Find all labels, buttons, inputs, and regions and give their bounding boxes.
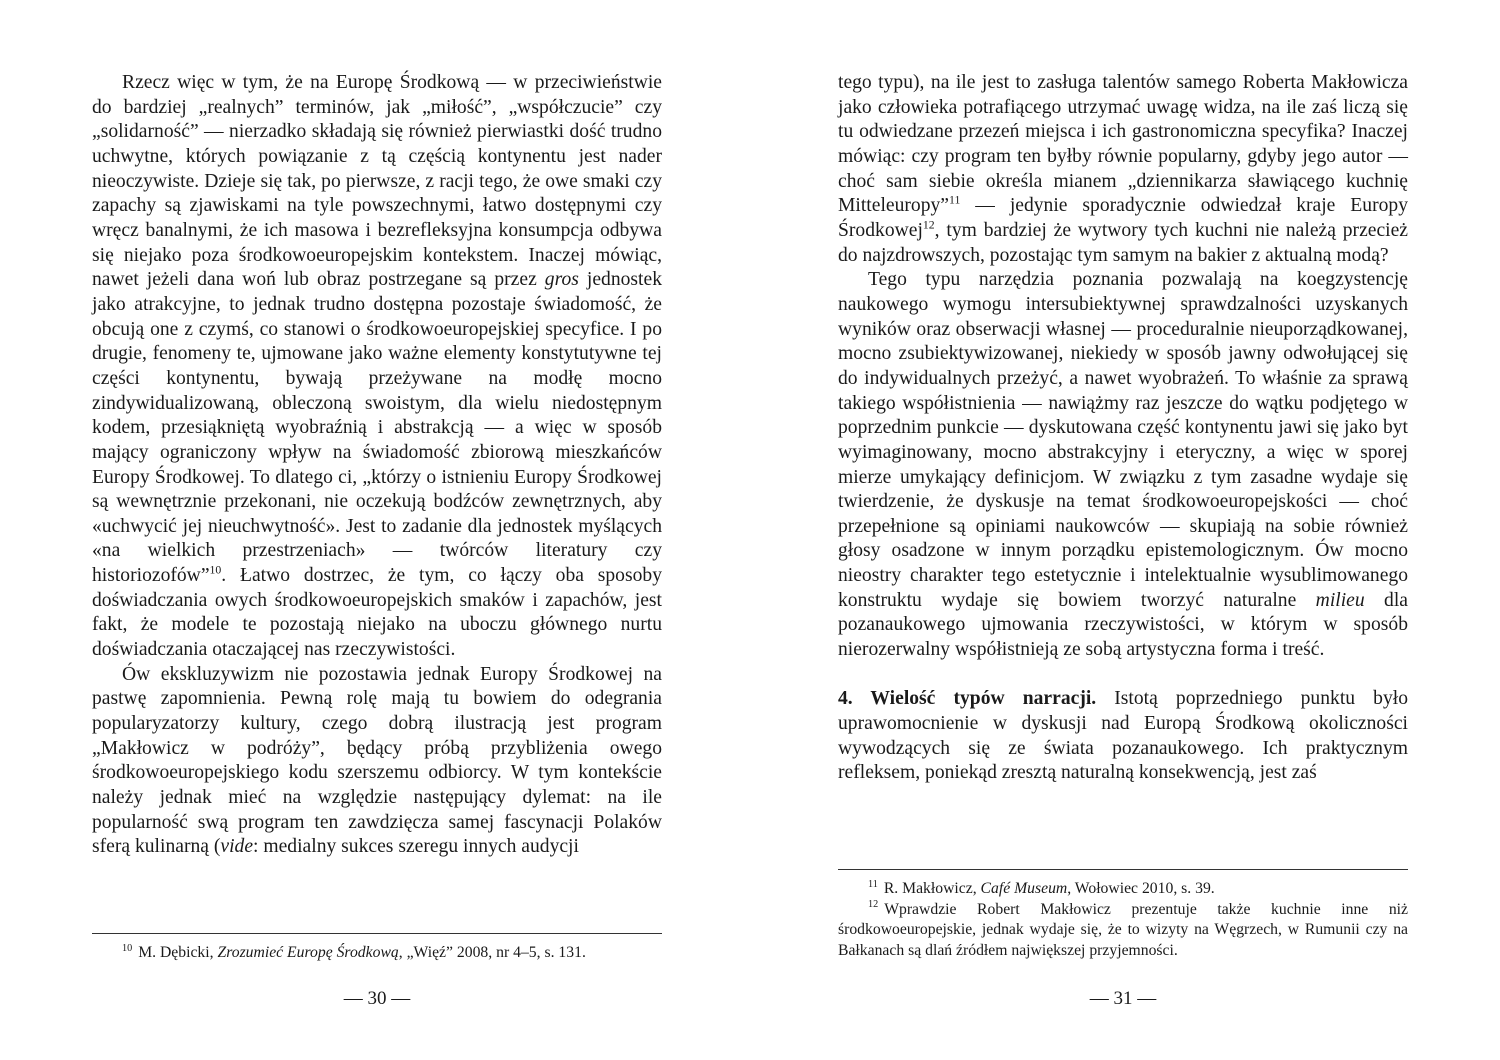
footnote-ref-11[interactable]: 11 bbox=[949, 193, 961, 207]
text-run: dla pozanaukowego ujmowania rzeczywistości, w którym w sposób nierozerwalny współistnieją ze sobą artystyczna forma i treść. bbox=[838, 589, 1408, 661]
footnote-ref-12[interactable]: 12 bbox=[922, 218, 935, 232]
footnote-11 bbox=[838, 879, 1408, 900]
page-30 bbox=[92, 0, 662, 1060]
text-run: , tym bardziej że wytwory tych kuchni nie należą przecież do najzdrowszych, pozostając tym samym na bakier z aktualną modą? bbox=[838, 219, 1408, 266]
text-run: R. Makłowicz, bbox=[883, 880, 981, 897]
text-run: tego typu), na ile jest to zasługa talentów samego Roberta Makłowicza jako człowieka potrafiącego utrzymać uwagę widza, na ile zaś liczą się tu odwiedzane przezeń miejsca i ich gastronomiczna specyfika? Inaczej mówiąc: czy program ten byłby równie popularny, gdyby jego autor — choć sam siebie określa mianem „dziennikarza sławiącego kuchnię Mitteleuropy” bbox=[838, 72, 1408, 217]
footnote-12 bbox=[838, 900, 1408, 962]
italic-term-gros: gros bbox=[544, 269, 579, 291]
footnote-title: Zrozumieć Europę Środkową bbox=[217, 944, 399, 961]
footnote-number: 10 bbox=[122, 942, 133, 954]
footnote-title: Café Museum bbox=[980, 880, 1068, 897]
footnotes-right bbox=[838, 879, 1408, 961]
text-run: Wprawdzie Robert Makłowicz prezentuje także kuchnie inne niż środkowoeuropejskie, jednak wydaje się, że to wizyty na Węgrzech, w Rumunii czy na Bałkanach są dlań źródłem największej przyjemności. bbox=[838, 900, 1408, 959]
text-run: jednostek jako atrakcyjne, to jednak trudno dostępna pozostaje świadomość, że obcują one z czymś, co stanowi o środkowoeuropejskiej specyfice. I po drugie, fenomeny te, ujmowane jako ważne elementy konstytutywne tej części kontynentu, bywają przeżywane na modłę mocno zindywidualizowaną, obleczoną swoistym, dla wielu niedostępnym kodem, przesiąkniętą wyobraźnią i abstrakcją — a więc w sposób mający ograniczony wpływ na świadomość zbiorową mieszkańców Europy Środkowej. To dlatego ci, „którzy o istnieniu Europy Środkowej są wewnętrznie przekonani, nie oczekują bodźców zewnętrznych, aby «uchwycić jej nieuchwytność». Jest to zadanie dla jednostek myślących «na wielkich przestrzeniach» — twórców literatury czy historiozofów” bbox=[92, 269, 662, 587]
section-heading: 4. Wielość typów narracji. bbox=[838, 688, 1097, 710]
footnote-number: 12 bbox=[868, 899, 879, 911]
main-text-right bbox=[838, 71, 1408, 786]
page-number: — 30 — bbox=[343, 988, 411, 1009]
paragraph-section-4 bbox=[838, 687, 1408, 786]
italic-term-vide: vide bbox=[220, 836, 254, 858]
paragraph-2 bbox=[838, 268, 1408, 663]
italic-term-milieu: milieu bbox=[1315, 589, 1365, 611]
paragraph-2 bbox=[92, 663, 662, 860]
text-run: , Wołowiec 2010, s. 39. bbox=[1067, 880, 1215, 897]
paragraph-continued bbox=[838, 71, 1408, 268]
text-run: — jedynie sporadycznie odwiedzał kraje Europy Środkowej bbox=[838, 195, 1408, 241]
text-run: M. Dębicki, bbox=[138, 944, 218, 961]
footnotes-left bbox=[92, 943, 662, 964]
text-run: Rzecz więc w tym, że na Europę Środkową — w przeciwieństwie do bardziej „realnych” terminów, jak „miłość”, „współczucie” czy „solidarność” — nierzadko składają się również pierwiastki dość trudno uchwytne, których powiązanie z tą częścią kontynentu jest nader nieoczywiste. Dzieje się tak, po pierwsze, z racji tego, że owe smaki czy zapachy są zjawiskami na tyle powszechnymi, łatwo dostępnymi czy wręcz banalnymi, że ich masowa i bezrefleksyjna konsumpcja odbywa się niejako poza środkowoeuropejskim kontekstem. Inaczej mówiąc, nawet jeżeli dana woń lub obraz postrzegane są przez bbox=[92, 72, 662, 291]
text-run: , „Więź” 2008, nr 4–5, s. 131. bbox=[398, 944, 586, 961]
text-run: Tego typu narzędzia poznania pozwalają na koegzystencję naukowego wymogu intersubiektywnej sprawdzalności uzyskanych wyników oraz obserwacji własnej — proceduralnie nieuporządkowanej, mocno zsubiektywizowanej, niekiedy w sposób jawny odwołującej się do indywidualnych przeżyć, a nawet wyobrażeń. To właśnie za sprawą takiego współistnienia — nawiążmy raz jeszcze do wątku podjętego w poprzednim punkcie — dyskutowana część kontynentu jawi się jako byt wyimaginowany, mocno abstrakcyjny i eteryczny, a więc w sporej mierze umykający definicjom. W związku z tym zasadne wydaje się twierdzenie, że dyskusje na temat środkowoeuropejskości — choć przepełnione są opiniami naukowców — skupiają na sobie również głosy osadzone w innym porządku epistemologicznym. Ów mocno nieostry charakter tego estetycznie i intelektualnie wysublimowanego konstruktu wydaje się bowiem tworzyć naturalne bbox=[838, 269, 1408, 611]
footnote-ref-10[interactable]: 10 bbox=[209, 563, 222, 577]
text-run: . Łatwo dostrzec, że tym, co łączy oba sposoby doświadczania owych środkowoeuropejskich smaków i zapachów, jest fakt, że modele te pozostają niejako na uboczu głównego nurtu doświadczania otaczającej nas rzeczywistości. bbox=[92, 565, 662, 661]
footnote-number: 11 bbox=[868, 878, 878, 890]
footnote-separator bbox=[92, 933, 662, 934]
footnote-separator bbox=[838, 869, 1408, 870]
paragraph-1 bbox=[92, 71, 662, 663]
page-number: — 31 — bbox=[1089, 988, 1157, 1009]
main-text-left bbox=[92, 71, 662, 860]
text-run: Ów ekskluzywizm nie pozostawia jednak Europy Środkowej na pastwę zapomnienia. Pewną rolę mają tu bowiem do odegrania popularyzatorzy kultury, czego dobrą ilustracją jest program „Makłowicz w podróży”, będący próbą przybliżenia owego środkowoeuropejskiego kodu szerszemu odbiorcy. W tym kontekście należy jednak mieć na względzie następujący dylemat: na ile popularność swą program ten zawdzięcza samej fascynacji Polaków sferą kulinarną ( bbox=[92, 663, 662, 858]
text-run: : medialny sukces szeregu innych audycji bbox=[253, 836, 579, 858]
page-31 bbox=[838, 0, 1408, 1060]
text-run: Istotą poprzedniego punktu było uprawomocnienie w dyskusji nad Europą Środkową okoliczności wywodzących się ze świata pozanaukowego. Ich praktycznym refleksem, poniekąd zresztą naturalną konsekwencją, jest zaś bbox=[838, 688, 1408, 784]
footnote-10 bbox=[92, 943, 662, 964]
